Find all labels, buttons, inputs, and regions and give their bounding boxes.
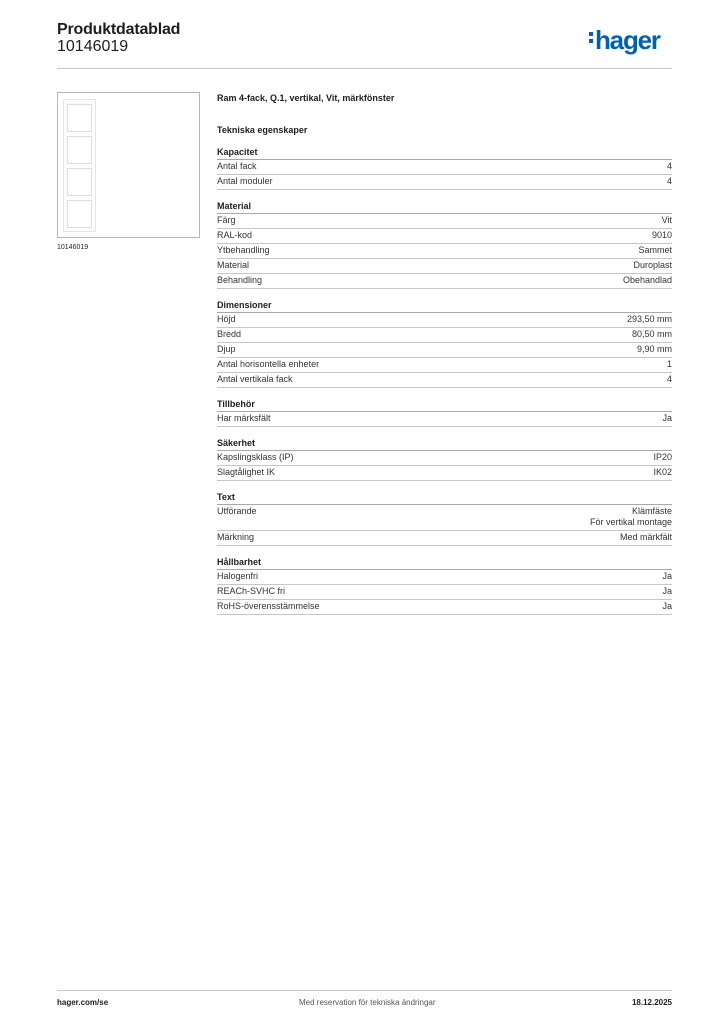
spec-value-line: Ja bbox=[662, 601, 672, 611]
frame-illustration bbox=[63, 99, 96, 232]
frame-slot bbox=[67, 136, 92, 164]
spec-label: REACh-SVHC fri bbox=[217, 586, 286, 596]
spec-row bbox=[217, 175, 672, 190]
spec-label: Antal vertikala fack bbox=[217, 374, 293, 384]
spec-label: Utförande bbox=[217, 506, 257, 516]
spec-row bbox=[217, 358, 672, 373]
spec-label: Ytbehandling bbox=[217, 245, 270, 255]
spec-value-line: Duroplast bbox=[633, 260, 672, 270]
spec-row bbox=[217, 214, 672, 229]
spec-content bbox=[217, 92, 672, 615]
spec-value-line: 9010 bbox=[651, 230, 672, 240]
spec-label: Har märksfält bbox=[217, 413, 271, 423]
spec-label: Bredd bbox=[217, 329, 242, 339]
spec-value bbox=[627, 314, 672, 325]
spec-value-line: Ja bbox=[662, 586, 672, 596]
spec-value bbox=[620, 532, 672, 543]
spec-group bbox=[217, 398, 672, 427]
spec-group bbox=[217, 437, 672, 481]
spec-row bbox=[217, 505, 672, 531]
spec-row bbox=[217, 274, 672, 289]
spec-value bbox=[667, 176, 672, 187]
spec-value-line: 9,90 mm bbox=[636, 344, 672, 354]
spec-value bbox=[652, 230, 672, 241]
spec-label: Material bbox=[217, 260, 250, 270]
spec-group bbox=[217, 299, 672, 388]
spec-value bbox=[637, 344, 672, 355]
spec-value-line: Obehandlad bbox=[622, 275, 672, 285]
spec-group bbox=[217, 146, 672, 190]
spec-label: Halogenfri bbox=[217, 571, 259, 581]
spec-label: RoHS-överensstämmelse bbox=[217, 601, 320, 611]
spec-value-line: 80,50 mm bbox=[631, 329, 672, 339]
header-divider bbox=[57, 68, 672, 69]
spec-label: Antal fack bbox=[217, 161, 257, 171]
spec-row bbox=[217, 343, 672, 358]
spec-row bbox=[217, 585, 672, 600]
spec-label: Märkning bbox=[217, 532, 255, 542]
spec-value-line: 1 bbox=[666, 359, 672, 369]
footer-divider bbox=[57, 990, 672, 991]
frame-slot bbox=[67, 200, 92, 228]
frame-slot bbox=[67, 168, 92, 196]
spec-label: Antal horisontella enheter bbox=[217, 359, 320, 369]
spec-value-line: 4 bbox=[666, 176, 672, 186]
product-title: Ram 4-fack, Q.1, vertikal, Vit, märkfönster bbox=[217, 93, 395, 103]
image-caption: 10146019 bbox=[57, 244, 89, 251]
spec-value-line: Vit bbox=[661, 215, 672, 225]
spec-row bbox=[217, 328, 672, 343]
spec-row bbox=[217, 229, 672, 244]
footer-date: 18.12.2025 bbox=[631, 998, 672, 1007]
spec-value-line: IP20 bbox=[653, 452, 672, 462]
spec-heading: Tekniska egenskaper bbox=[217, 125, 308, 135]
spec-group bbox=[217, 200, 672, 289]
spec-value bbox=[638, 245, 672, 256]
spec-value bbox=[662, 571, 672, 582]
spec-row bbox=[217, 412, 672, 427]
footer-website: hager.com/se bbox=[57, 998, 109, 1007]
spec-row bbox=[217, 570, 672, 585]
spec-value bbox=[623, 275, 672, 286]
spec-row bbox=[217, 466, 672, 481]
footer-disclaimer: Med reservation för tekniska ändringar bbox=[299, 998, 436, 1007]
group-title: Kapacitet bbox=[217, 146, 672, 160]
spec-value-line: Ja bbox=[662, 571, 672, 581]
group-title: Material bbox=[217, 200, 672, 214]
spec-value-line: IK02 bbox=[653, 467, 672, 477]
spec-label: Antal moduler bbox=[217, 176, 273, 186]
spec-label: Färg bbox=[217, 215, 236, 225]
spec-label: Djup bbox=[217, 344, 236, 354]
spec-label: Behandling bbox=[217, 275, 263, 285]
spec-label: Kapslingsklass (IP) bbox=[217, 452, 294, 462]
spec-row bbox=[217, 373, 672, 388]
spec-value bbox=[667, 374, 672, 385]
spec-value-line: 4 bbox=[666, 374, 672, 384]
spec-value-line: Ja bbox=[662, 413, 672, 423]
spec-value bbox=[662, 586, 672, 597]
spec-label: Slagtålighet IK bbox=[217, 467, 276, 477]
group-title: Säkerhet bbox=[217, 437, 672, 451]
hager-logo bbox=[589, 27, 660, 57]
group-title: Text bbox=[217, 491, 672, 505]
logo-text: hager bbox=[595, 25, 660, 55]
spec-value bbox=[667, 359, 672, 370]
spec-value bbox=[662, 215, 672, 226]
page-title: Produktdatablad bbox=[57, 21, 181, 38]
spec-value-line: Sammet bbox=[638, 245, 672, 255]
spec-value-line: 4 bbox=[666, 161, 672, 171]
spec-label: RAL-kod bbox=[217, 230, 253, 240]
spec-row bbox=[217, 451, 672, 466]
spec-value-line: Klämfäste bbox=[631, 506, 672, 516]
group-title: Tillbehör bbox=[217, 398, 672, 412]
product-image bbox=[57, 92, 200, 238]
spec-row bbox=[217, 259, 672, 274]
spec-group bbox=[217, 491, 672, 546]
spec-group bbox=[217, 556, 672, 615]
spec-value bbox=[662, 413, 672, 424]
spec-value-line: 293,50 mm bbox=[626, 314, 672, 324]
spec-row bbox=[217, 160, 672, 175]
spec-row bbox=[217, 313, 672, 328]
spec-value-line: För vertikal montage bbox=[589, 517, 672, 527]
spec-value-line: Med märkfält bbox=[619, 532, 672, 542]
logo-dots-icon bbox=[589, 32, 593, 43]
spec-value bbox=[633, 260, 672, 271]
spec-value bbox=[667, 161, 672, 172]
spec-groups bbox=[217, 146, 672, 615]
spec-value bbox=[632, 329, 672, 340]
spec-row bbox=[217, 244, 672, 259]
spec-row bbox=[217, 600, 672, 615]
group-title: Dimensioner bbox=[217, 299, 672, 313]
spec-row bbox=[217, 531, 672, 546]
spec-label: Höjd bbox=[217, 314, 236, 324]
spec-value bbox=[653, 467, 672, 478]
spec-value bbox=[662, 601, 672, 612]
product-code: 10146019 bbox=[57, 38, 129, 55]
frame-slot bbox=[67, 104, 92, 132]
spec-value bbox=[590, 506, 672, 528]
spec-value bbox=[653, 452, 672, 463]
group-title: Hållbarhet bbox=[217, 556, 672, 570]
